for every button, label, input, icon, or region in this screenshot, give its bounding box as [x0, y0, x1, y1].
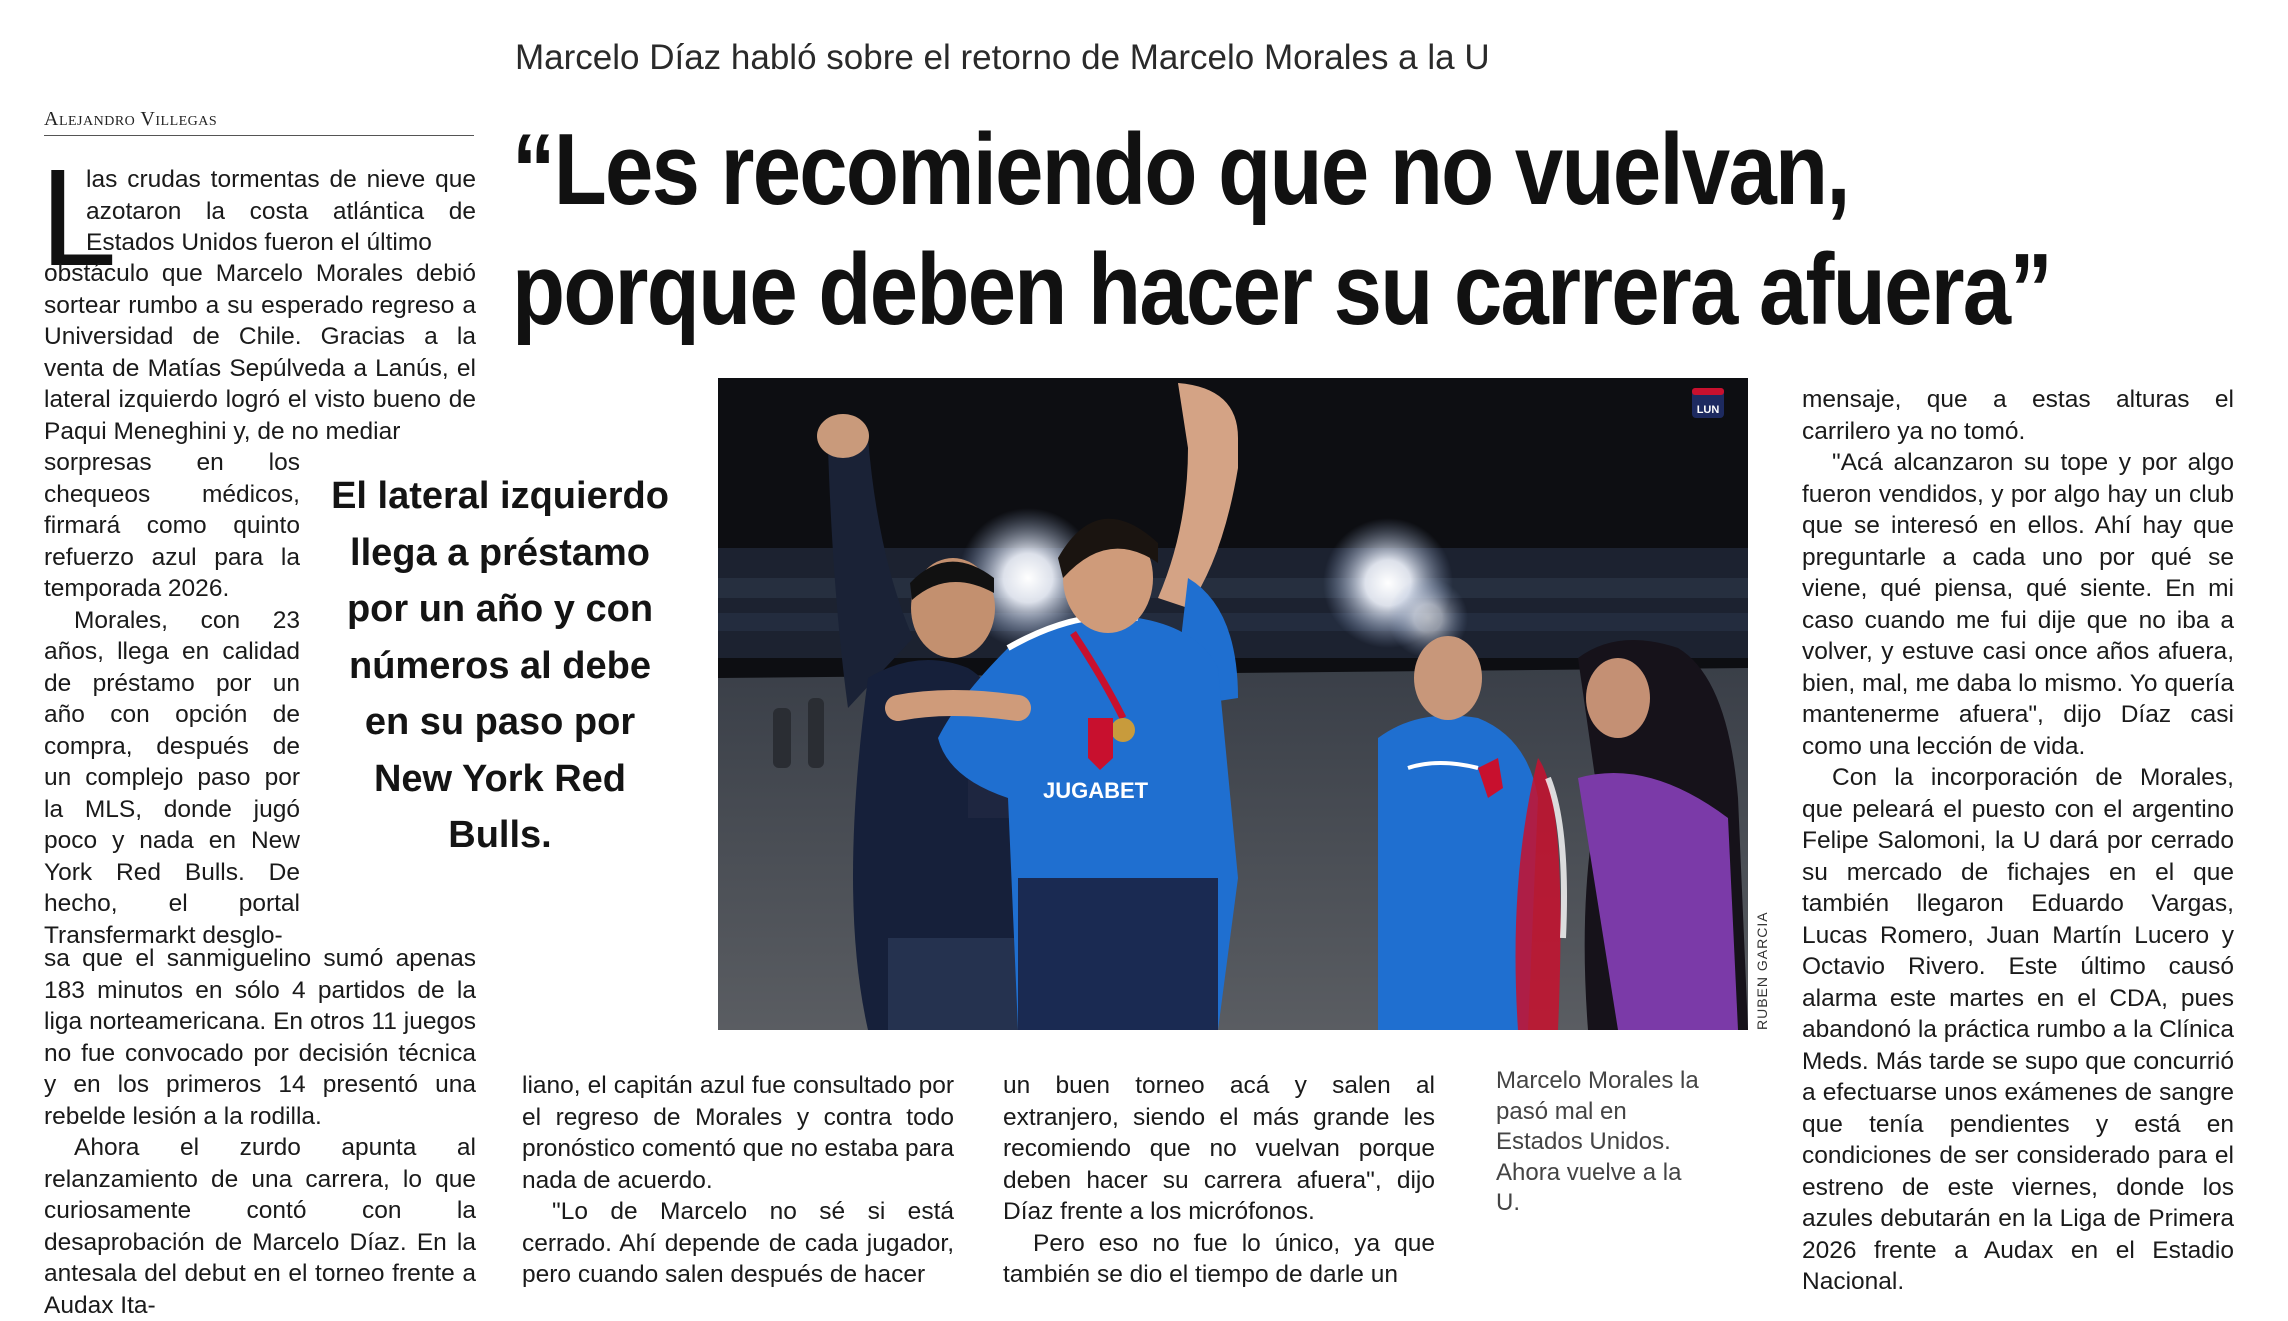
col3-para-1: un buen torneo acá y salen al extranjero, siendo el más grande les recomiendo que no vuelvan porque deben hacer su carrera afuera", dijo Díaz frente a los micrófonos.: [1003, 1072, 1435, 1225]
column-3: [1003, 1070, 1435, 1291]
shirt-sponsor: JUGABET: [1043, 778, 1149, 803]
column-1-part-a: [86, 164, 476, 259]
column-1-part-c: [44, 447, 300, 951]
col1-para-2-a: Morales, con 23 años, llega en calidad de préstamo por un año con opción de compra, después de un complejo paso por la MLS, donde jugó poco y nada en New York Red Bulls. De hecho, el portal Transfermarkt desglo-: [44, 606, 300, 949]
photo-credit: RUBEN GARCIA: [1754, 911, 1770, 1030]
lun-badge-text: LUN: [1696, 404, 1720, 416]
col1-para-1-c: sorpresas en los chequeos médicos, firmará como quinto refuerzo azul para la temporada 2026.: [44, 449, 300, 602]
col1-para-2-b: sa que el sanmiguelino sumó apenas 183 minutos en sólo 4 partidos de la liga norteamericana. En otros 11 juegos no fue convocado por decisión técnica y en los primeros 14 presentó una rebelde lesión a la rodilla.: [44, 945, 476, 1130]
article-photo: [718, 378, 1748, 1030]
article-kicker: Marcelo Díaz habló sobre el retorno de Marcelo Morales a la U: [515, 38, 1490, 77]
col4-para-3: Con la incorporación de Morales, que peleará el puesto con el argentino Felipe Salomoni, la U dará por cerrado su mercado de fichajes en el que también llegaron Eduardo Vargas, Lucas Romero, Juan Martín Lucero y Octavio Rivero. Este último causó alarma este martes en el CDA, pues abandonó la práctica rumbo a la Clínica Meds. Más tarde se supo que concurrió a efectuarse unos exámenes de sangre que tenía pendientes y está en condiciones de ser considerado para el estreno de este viernes, donde los azules debutarán en la Liga de Primera 2026 frente a Audax en el Estadio Nacional.: [1802, 764, 2234, 1295]
col4-para-2: "Acá alcanzaron su tope y por algo fueron vendidos, y por algo hay un club que se interesó en ellos. Ahí hay que preguntarle a cada uno por qué se viene, qué piensa, qué siente. En mi caso cuando me fui dije que no iba a volver, y estuve casi once años afuera, bien, mal, me daba lo mismo. Yo quería mantenerme afuera", dijo Díaz casi como una lección de vida.: [1802, 449, 2234, 760]
drop-cap: L: [40, 141, 117, 295]
pull-quote: El lateral izquierdo llega a préstamo por un año y con números al debe en su paso por New York Red Bulls.: [331, 475, 669, 856]
column-2: [522, 1070, 954, 1291]
col1-para-3: Ahora el zurdo apunta al relanzamiento de una carrera, lo que curiosamente contó con la desaprobación de Marcelo Díaz. En la antesala del debut en el torneo frente a Audax Ita-: [44, 1134, 476, 1319]
celebration-photo: [718, 378, 1748, 1030]
col3-para-2: Pero eso no fue lo único, ya que también se dio el tiempo de darle un: [1003, 1229, 1435, 1288]
headline-line-1: “Les recomiendo que no vuelvan,: [512, 114, 1849, 226]
col4-para-1: mensaje, que a estas alturas el carrilero ya no tomó.: [1802, 386, 2234, 445]
col1-para-1-b: obstáculo que Marcelo Morales debió sortear rumbo a su esperado regreso a Universidad de Chile. Gracias a la venta de Matías Sepúlveda a Lanús, el lateral izquierdo logró el visto bueno de Paqui Meneghini y, de no mediar: [44, 260, 476, 445]
photo-caption: Marcelo Morales la pasó mal en Estados Unidos. Ahora vuelve a la U.: [1496, 1067, 1699, 1216]
headline-line-2: porque deben hacer su carrera afuera”: [512, 234, 2052, 346]
col1-para-1-lines-1-3: las crudas tormentas de nieve que azotaron la costa atlántica de Estados Unidos fueron el último: [86, 166, 476, 256]
column-4: [1802, 384, 2234, 1298]
col2-para-1: liano, el capitán azul fue consultado por el regreso de Morales y contra todo pronóstico comentó que no estaba para nada de acuerdo.: [522, 1072, 954, 1194]
col2-para-2: "Lo de Marcelo no sé si está cerrado. Ahí depende de cada jugador, pero cuando salen después de hacer: [522, 1198, 954, 1288]
column-1-part-d: [44, 943, 476, 1321]
lun-badge: [1692, 388, 1724, 418]
column-1-part-b: [44, 258, 476, 447]
headline: [512, 110, 2052, 350]
byline: Alejandro Villegas: [44, 108, 474, 136]
